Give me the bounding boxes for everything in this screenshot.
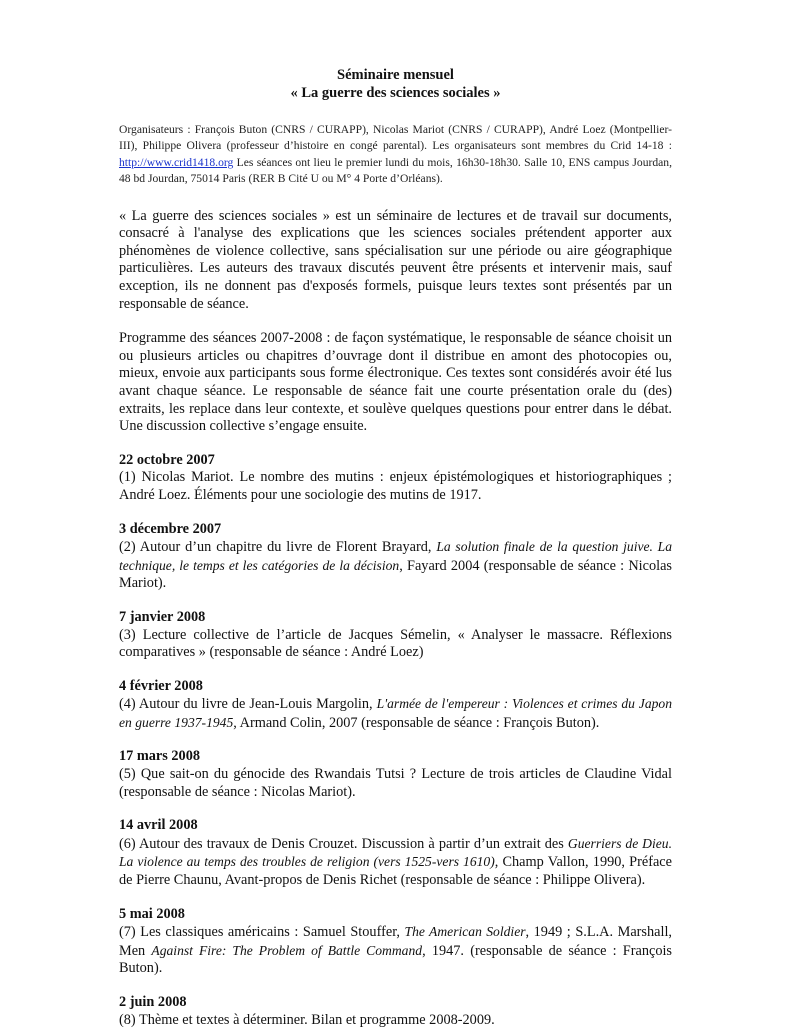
document-title-line2: « La guerre des sciences sociales » bbox=[290, 85, 501, 101]
session-description bbox=[119, 923, 672, 978]
session-date: 17 mars 2008 bbox=[119, 748, 201, 765]
session-date: 14 avril 2008 bbox=[119, 817, 198, 834]
session-date: 7 janvier 2008 bbox=[119, 608, 206, 625]
document-title-line1: Séminaire mensuel bbox=[337, 67, 454, 83]
organisers-paragraph bbox=[119, 122, 672, 188]
session-date: 3 décembre 2007 bbox=[119, 520, 222, 537]
session-date: 5 mai 2008 bbox=[119, 905, 185, 922]
session-date: 4 février 2008 bbox=[119, 677, 203, 694]
sessions-list bbox=[119, 452, 672, 1029]
organisers-text-after: Les séances ont lieu le premier lundi du mois, 16h30-18h30. Salle 10, ENS campus Jourdan, 48 bd Jourdan, 75014 Paris (RER B Cité U ou M° 4 Porte d’Orléans). bbox=[119, 155, 672, 186]
session-description bbox=[119, 1012, 672, 1029]
session-text-part: (4) Autour du livre de Jean-Louis Margolin, bbox=[119, 696, 377, 713]
session-text-part: , Fayard 2004 (responsable de séance : Nicolas Mariot). bbox=[119, 557, 672, 592]
document-page bbox=[119, 66, 672, 1029]
session-text-part: , 1947. (responsable de séance : François Buton). bbox=[119, 942, 673, 977]
crid-link[interactable]: http://www.crid1418.org bbox=[119, 155, 234, 169]
session-description bbox=[119, 538, 672, 593]
session-work-title: La solution finale de la question juive. La technique, le temps et les catégories de la décision bbox=[119, 539, 672, 573]
session-text-part: , Armand Colin, 2007 (responsable de séance : François Buton). bbox=[233, 714, 600, 731]
session-work-title: The American Soldier bbox=[404, 924, 526, 940]
session-description bbox=[119, 469, 672, 504]
session-item bbox=[119, 678, 672, 733]
session-text-part: (6) Autour des travaux de Denis Crouzet. Discussion à partir d’un extrait des bbox=[119, 835, 568, 852]
session-text-part: (1) Nicolas Mariot. Le nombre des mutins : enjeux épistémologiques et historiographiques ; André Loez. Éléments pour une sociologie des mutins de 1917. bbox=[119, 469, 672, 503]
session-description bbox=[119, 766, 672, 801]
session-date: 22 octobre 2007 bbox=[119, 451, 215, 468]
session-text-part: (2) Autour d’un chapitre du livre de Florent Brayard, bbox=[119, 539, 437, 556]
session-text-part: (8) Thème et textes à déterminer. Bilan et programme 2008-2009. bbox=[119, 1011, 495, 1028]
session-item bbox=[119, 817, 672, 889]
session-work-title: Against Fire: The Problem of Battle Command bbox=[151, 942, 423, 958]
session-description bbox=[119, 695, 672, 732]
session-work-title: L'armée de l'empereur : Violences et crimes du Japon en guerre 1937-1945 bbox=[119, 696, 673, 730]
session-text-part: (5) Que sait-on du génocide des Rwandais Tutsi ? Lecture de trois articles de Claudine Vidal (responsable de séance : Nicolas Mariot). bbox=[119, 766, 672, 800]
organisers-text: Organisateurs : François Buton (CNRS / CURAPP), Nicolas Mariot (CNRS / CURAPP), André Loez (Montpellier-III), Philippe Olivera (professeur d’histoire en congé parental). Les organisateurs sont membres du Crid 14-18 : bbox=[119, 123, 672, 153]
session-description bbox=[119, 835, 672, 890]
session-item bbox=[119, 521, 672, 593]
session-description bbox=[119, 627, 672, 662]
intro-paragraph: « La guerre des sciences sociales » est un séminaire de lectures et de travail sur documents, consacré à l'analyse des explications que les sciences sociales prétendent apporter aux phénomènes de violence collective, sans spécialisation sur une période ou aire géographique particulières. Les auteurs des travaux discutés peuvent être présents et intervenir mais, sauf exception, ils ne donnent pas d'exposés formels, puisque leurs textes sont présentés par un responsable de séance. bbox=[119, 207, 672, 312]
session-item bbox=[119, 609, 672, 662]
session-item bbox=[119, 906, 672, 978]
session-text-part: , Champ Vallon, 1990, Préface de Pierre Chaunu, Avant-propos de Denis Richet (responsable de séance : Philippe Olivera). bbox=[119, 854, 672, 889]
session-item bbox=[119, 748, 672, 801]
session-work-title: Guerriers de Dieu. La violence au temps des troubles de religion (vers 1525-vers 1610) bbox=[119, 835, 672, 870]
session-item bbox=[119, 452, 672, 505]
programme-paragraph: Programme des séances 2007-2008 : de façon systématique, le responsable de séance choisit un ou plusieurs articles ou chapitres d’ouvrage dont il distribue en amont des photocopies ou, mieux, envoie aux participants sous forme électronique. Ces textes sont considérés avoir été lus avant chaque séance. Le responsable de séance fait une courte présentation orale du (des) extraits, les replace dans leur contexte, et soulève quelques questions pour entrer dans le débat. Une discussion collective s’engage ensuite. bbox=[119, 330, 672, 435]
session-date: 2 juin 2008 bbox=[119, 994, 187, 1010]
session-text-part: , 1949 ; S.L.A. Marshall, Men bbox=[119, 924, 672, 959]
session-text-part: (3) Lecture collective de l’article de Jacques Sémelin, « Analyser le massacre. Réflexions comparatives » (responsable de séance : André Loez) bbox=[119, 626, 672, 661]
session-text-part: (7) Les classiques américains : Samuel Stouffer, bbox=[119, 924, 405, 941]
